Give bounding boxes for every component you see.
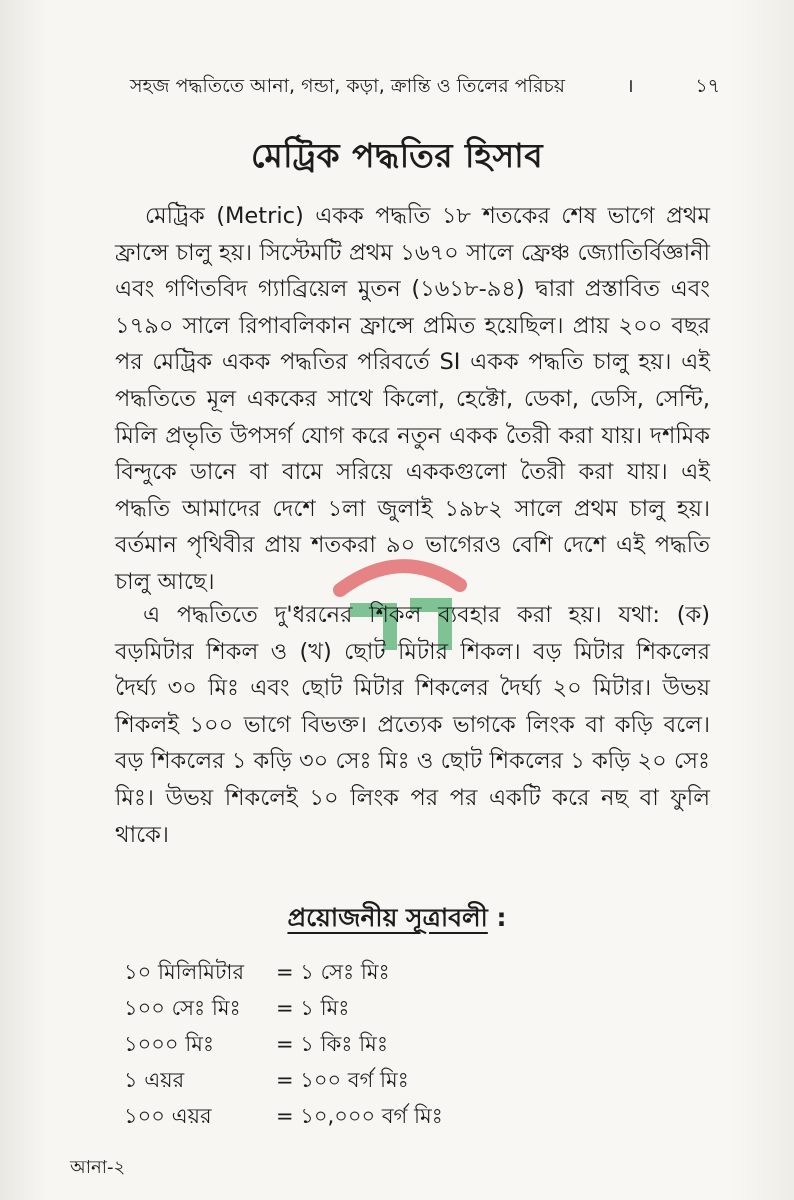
formula-rhs: = ১০,০০০ বর্গ মিঃ [276,1103,443,1128]
formula-row [124,1099,624,1135]
formula-title-text: প্রয়োজনীয় সূত্রাবলী [287,903,488,932]
running-head [130,72,720,104]
formula-rhs: = ১০০ বর্গ মিঃ [276,1067,409,1092]
formula-section-title [0,898,794,941]
formula-lhs: ১০০০ মিঃ [124,1031,215,1056]
paragraph-chain-types: এ পদ্ধতিতে দু'ধরনের শিকল ব্যবহার করা হয়। যথা: (ক) বড়মিটার শিকল ও (খ) ছোট মিটার শিকল। বড় মিটার শিকলের দৈর্ঘ্য ৩০ মিঃ এবং ছোট মিটার শিকলের দৈর্ঘ্য ২০ মিটার। উভয় শিকলই ১০০ ভাগে বিভক্ত। প্রত্যেক ভাগকে লিংক বা কড়ি বলে। বড় শিকলের ১ কড়ি ৩০ সেঃ মিঃ ও ছোট শিকলের ১ কড়ি ২০ সেঃ মিঃ। উভয় শিকলেই ১০ লিংক পর পর একটি করে নছ বা ফুলি থাকে। [115,602,710,848]
formula-row [124,955,624,991]
page-footer: আনা-২ [70,1157,126,1178]
page-number: ১৭ [695,75,720,97]
formula-row [124,991,624,1027]
paragraph-metric-history: মেট্রিক (Metric) একক পদ্ধতি ১৮ শতকের শেষ ভাগে প্রথম ফ্রান্সে চালু হয়। সিস্টেমটি প্রথম ১৬৭০ সালে ফ্রেঞ্চ জ্যোতির্বিজ্ঞানী এবং গণিতবিদ গ্যাব্রিয়েল মুতন (১৬১৮-৯৪) দ্বারা প্রস্তাবিত এবং ১৭৯০ সালে রিপাবলিকান ফ্রান্সে প্রমিত হয়েছিল। প্রায় ২০০ বছর পর মেট্রিক একক পদ্ধতির পরিবর্তে SI একক পদ্ধতি চালু হয়। এই পদ্ধতিতে মূল এককের সাথে কিলো, হেক্টো, ডেকা, ডেসি, সেন্টি, মিলি প্রভৃতি উপসর্গ যোগ করে নতুন একক তৈরী করা যায়। দশমিক বিন্দুকে ডানে বা বামে সরিয়ে এককগুলো তৈরী করা যায়। এই পদ্ধতি আমাদের দেশে ১লা জুলাই ১৯৮২ সালে প্রথম চালু হয়। বর্তমান পৃথিবীর প্রায় শতকরা ৯০ ভাগেরও বেশি দেশে এই পদ্ধতি চালু আছে। [115,203,710,595]
formula-row [124,1063,624,1099]
formula-rhs: = ১ মিঃ [276,995,350,1020]
running-head-text: সহজ পদ্ধতিতে আনা, গন্ডা, কড়া, ক্রান্তি ও তিলের পরিচয় [130,75,565,97]
formula-title-suffix: : [487,903,507,932]
formula-row [124,1027,624,1063]
formula-list [124,955,624,1135]
formula-lhs: ১ এয়র [124,1067,185,1092]
page-title: মেট্রিক পদ্ধতির হিসাব [250,136,544,175]
formula-lhs: ১০০ সেঃ মিঃ [124,995,241,1020]
formula-lhs: ১০০ এয়র [124,1103,212,1128]
running-head-separator: । [626,75,634,97]
formula-rhs: = ১ সেঃ মিঃ [276,959,390,984]
formula-lhs: ১০ মিলিমিটার [124,959,245,984]
formula-rhs: = ১ কিঃ মিঃ [276,1031,389,1056]
